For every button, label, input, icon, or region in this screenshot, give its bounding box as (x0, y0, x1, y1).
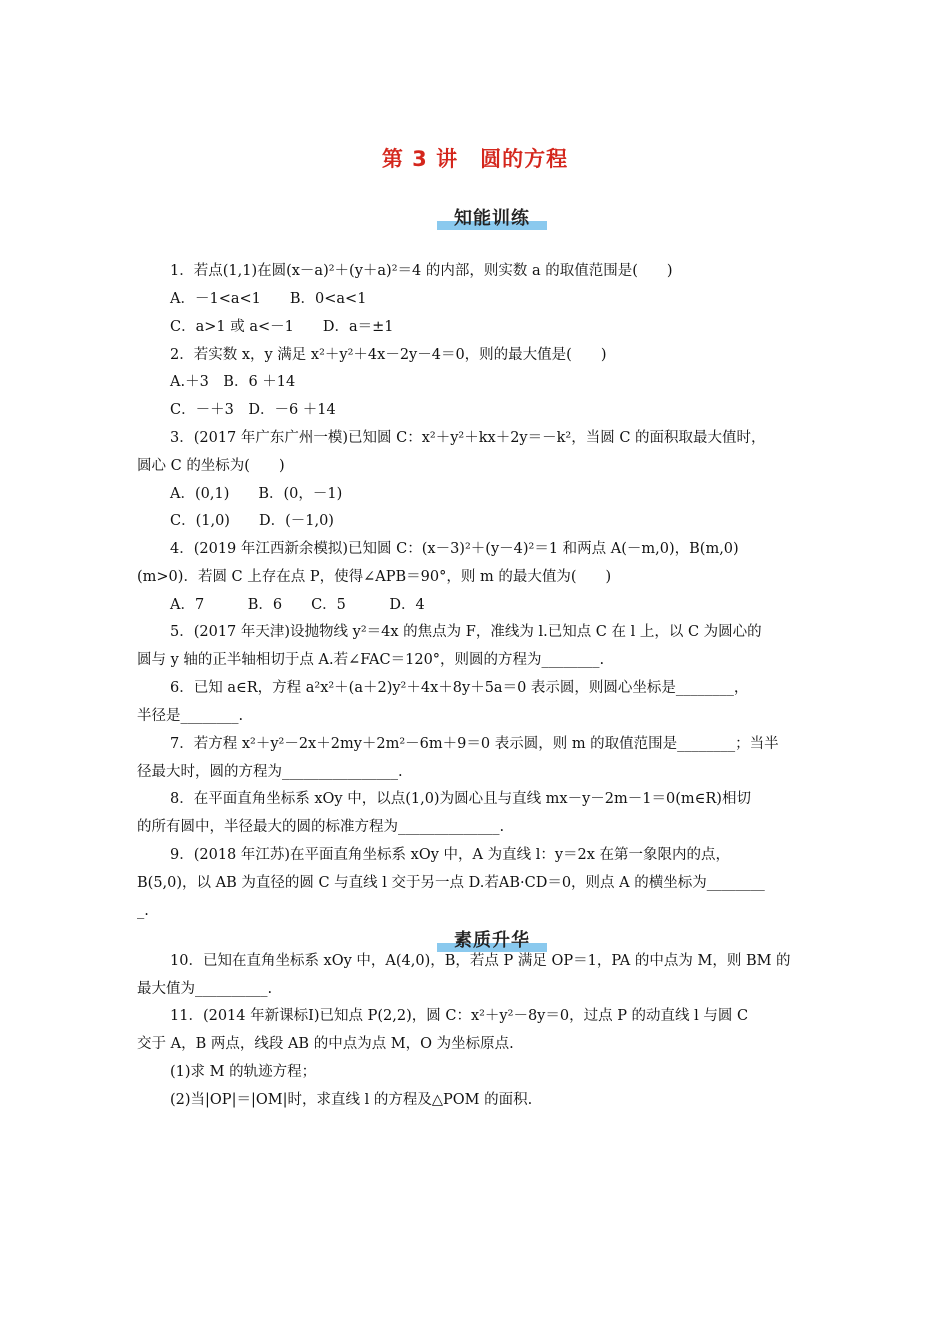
question-4-options: A．7 B．6 C．5 D．4 (170, 597, 425, 613)
question-1: 1．若点(1,1)在圆(x－a)²＋(y＋a)²＝4 的内部，则实数 a 的取值范围是( ) (170, 263, 673, 279)
question-9-cont: B(5,0)，以 AB 为直径的圆 C 与直线 l 交于另一点 D.若AB·CD＝0，则点 A 的横坐标为________ (137, 875, 765, 891)
question-3-cont: 圆心 C 的坐标为( ) (137, 458, 285, 474)
question-2-options-ab: A.＋3 B．6 ＋14 (170, 374, 296, 390)
question-2: 2．若实数 x，y 满足 x²＋y²＋4x－2y－4＝0，则的最大值是( ) (170, 347, 607, 363)
question-2-options-cd: C．－＋3 D．－6 ＋14 (170, 402, 336, 418)
question-10: 10．已知在直角坐标系 xOy 中，A(4,0)，B，若点 P 满足 OP＝1，PA 的中点为 M，则 BM 的 (170, 953, 791, 969)
question-8-cont: 的所有圆中，半径最大的圆的标准方程为______________. (137, 819, 505, 835)
question-9-cont-2: _. (137, 903, 149, 919)
question-3-options-cd: C．(1,0) D．(－1,0) (170, 513, 334, 529)
question-1-options-ab: A．－1<a<1 B．0<a<1 (170, 291, 367, 307)
question-4: 4．(2019 年江西新余模拟)已知圆 C：(x－3)²＋(y－4)²＝1 和两点 A(－m,0)，B(m,0) (170, 541, 739, 557)
question-6-cont: 半径是________. (137, 708, 244, 724)
question-11-part-2: (2)当|OP|＝|OM|时，求直线 l 的方程及△POM 的面积. (170, 1092, 533, 1108)
question-11: 11．(2014 年新课标Ⅰ)已知点 P(2,2)，圆 C：x²＋y²－8y＝0，过点 P 的动直线 l 与圆 C (170, 1008, 749, 1024)
question-3-options-ab: A．(0,1) B．(0，－1) (170, 486, 343, 502)
section-banner-training (437, 204, 547, 232)
question-6: 6．已知 a∈R，方程 a²x²＋(a＋2)y²＋4x＋8y＋5a＝0 表示圆，则圆心坐标是________， (170, 680, 749, 696)
question-11-cont: 交于 A，B 两点，线段 AB 的中点为点 M，O 为坐标原点. (137, 1036, 514, 1052)
question-4-cont: (m>0)．若圆 C 上存在点 P，使得∠APB＝90°，则 m 的最大值为( ) (137, 569, 612, 585)
question-10-cont: 最大值为__________. (137, 981, 273, 997)
question-5-cont: 圆与 y 轴的正半轴相切于点 A.若∠FAC＝120°，则圆的方程为________. (137, 652, 605, 668)
banner-label: 知能训练 (454, 208, 530, 229)
question-5: 5．(2017 年天津)设抛物线 y²＝4x 的焦点为 F，准线为 l.已知点 C 在 l 上，以 C 为圆心的 (170, 624, 762, 640)
question-1-options-cd: C．a>1 或 a<－1 D．a＝±1 (170, 319, 394, 335)
banner-label: 素质升华 (454, 930, 530, 951)
page-title: 第 3 讲 圆的方程 (381, 147, 569, 171)
question-7: 7．若方程 x²＋y²－2x＋2my＋2m²－6m＋9＝0 表示圆，则 m 的取值范围是________；当半 (170, 736, 779, 752)
question-8: 8．在平面直角坐标系 xOy 中，以点(1,0)为圆心且与直线 mx－y－2m－1＝0(m∈R)相切 (170, 791, 751, 807)
question-7-cont: 径最大时，圆的方程为________________. (137, 764, 403, 780)
question-9: 9．(2018 年江苏)在平面直角坐标系 xOy 中，A 为直线 l：y＝2x 在第一象限内的点， (170, 847, 731, 863)
question-11-part-1: (1)求 M 的轨迹方程； (170, 1064, 317, 1080)
section-banner-improve (437, 926, 547, 954)
question-3: 3．(2017 年广东广州一模)已知圆 C：x²＋y²＋kx＋2y＝－k²，当圆 C 的面积取最大值时， (170, 430, 766, 446)
